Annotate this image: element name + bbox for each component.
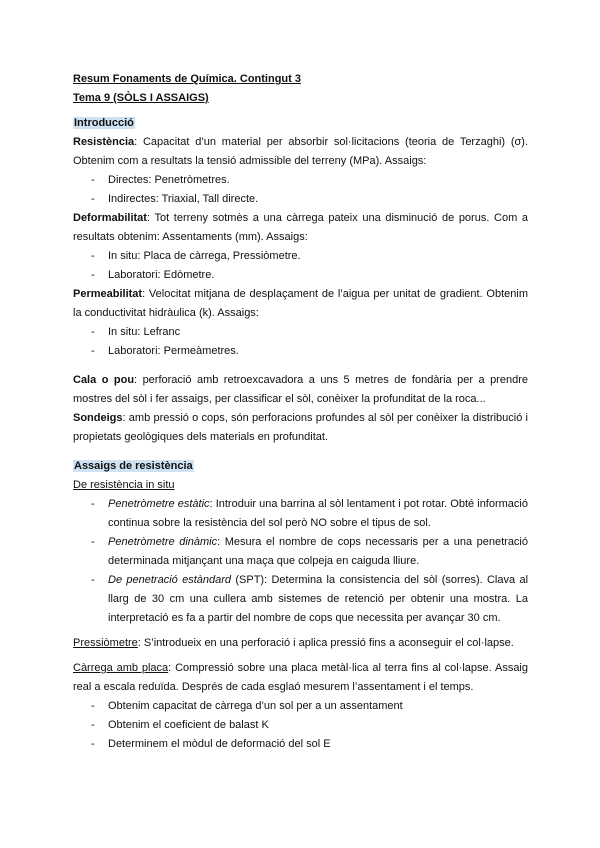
paragraph-resistencia	[73, 133, 528, 171]
list-carrega	[73, 697, 528, 754]
item-text: : Introduir una barrina al sòl lentament i pot rotar. Obté informació continua sobre la resistència del sol però NO sobre el tipus de sol.	[108, 498, 528, 529]
term-resistencia: Resistència	[73, 136, 135, 148]
paragraph-permeabilitat	[73, 285, 528, 323]
paragraph-deformabilitat	[73, 209, 528, 247]
heading-introduccio: Introducció	[74, 117, 134, 129]
list-item	[73, 533, 528, 571]
list-item: - Laboratori: Permeàmetres.	[73, 342, 528, 361]
list-item: - Obtenim capacitat de càrrega d’un sol per a un assentament	[73, 697, 528, 716]
list-item: - Indirectes: Triaxial, Tall directe.	[73, 190, 528, 209]
term-pressiometre: Pressiòmetre	[73, 637, 138, 649]
text-permeabilitat: : Velocitat mitjana de desplaçament de l’aigua per unitat de gradient. Obtenim la conductivitat hidràulica (k). Assaigs:	[73, 288, 528, 319]
text-carrega: : Compressió sobre una placa metàl·lica al terra fins al col·lapse. Assaig real a escala reduïda. Després de cada esglaó mesurem l’assentament i el temps.	[73, 662, 528, 693]
paragraph-carrega	[73, 659, 528, 697]
subheading-insitu: De resistència in situ	[73, 479, 175, 491]
section-introduccio	[73, 114, 528, 133]
list-item: - Determinem el mòdul de deformació del sol E	[73, 735, 528, 754]
term-sondeigs: Sondeigs	[73, 412, 123, 424]
paragraph-pressiometre	[73, 634, 528, 653]
item-name: De penetració estàndard	[108, 574, 232, 586]
paragraph-sondeigs	[73, 409, 528, 447]
term-permeabilitat: Permeabilitat	[73, 288, 143, 300]
item-name: Penetròmetre dinàmic	[108, 536, 218, 548]
term-deformabilitat: Deformabilitat	[73, 212, 147, 224]
list-item: - Directes: Penetròmetres.	[73, 171, 528, 190]
document-title: Resum Fonaments de Química. Contingut 3	[73, 73, 301, 85]
list-item: - Obtenim el coeficient de balast K	[73, 716, 528, 735]
term-carrega: Càrrega amb placa	[73, 662, 169, 674]
document-subtitle: Tema 9 (SÒLS I ASSAIGS)	[73, 92, 209, 104]
list-deformabilitat	[73, 247, 528, 285]
list-insitu	[73, 495, 528, 628]
paragraph-cala	[73, 371, 528, 409]
heading-assaigs: Assaigs de resistència	[74, 460, 193, 472]
document-content	[73, 70, 528, 754]
item-name: Penetròmetre estàtic	[108, 498, 210, 510]
list-item	[73, 495, 528, 533]
item-text: (SPT): Determina la consistencia del sòl (sorres). Clava al llarg de 30 cm una cullera amb sistemes de retenció per obtenir una mostra. La interpretació es fa a partir del nombre de cops que necessita per avançar 30 cm.	[108, 574, 529, 624]
list-item: - In situ: Lefranc	[73, 323, 528, 342]
list-permeabilitat	[73, 323, 528, 361]
section-assaigs	[73, 457, 528, 476]
term-cala: Cala o pou	[73, 374, 135, 386]
list-item: - Laboratori: Edòmetre.	[73, 266, 528, 285]
list-resistencia	[73, 171, 528, 209]
text-pressiometre: : S’introdueix en una perforació i aplica pressió fins a aconseguir el col·lapse.	[137, 637, 514, 649]
text-sondeigs: : amb pressió o cops, són perforacions profundes al sòl per conèixer la distribució i propietats geològiques dels materials en profunditat.	[73, 412, 528, 443]
list-item: - In situ: Placa de càrrega, Pressiòmetre.	[73, 247, 528, 266]
item-text: : Mesura el nombre de cops necessaris per a una penetració determinada mitjançant una maça que colpeja en caiguda lliure.	[108, 536, 528, 567]
text-cala: : perforació amb retroexcavadora a uns 5 metres de fondària per a prendre mostres del sòl i fer assaigs, per classificar el sòl, conèixer la profunditat de la roca...	[73, 374, 528, 405]
list-item	[73, 571, 528, 628]
text-deformabilitat: : Tot terreny sotmès a una càrrega pateix una disminució de porus. Com a resultats obtenim: Assentaments (mm). Assaigs:	[73, 212, 528, 243]
text-resistencia: : Capacitat d’un material per absorbir sol·licitacions (teoria de Terzaghi) (σ). Obtenim com a resultats la tensió admissible del terreny (MPa). Assaigs:	[73, 136, 528, 167]
